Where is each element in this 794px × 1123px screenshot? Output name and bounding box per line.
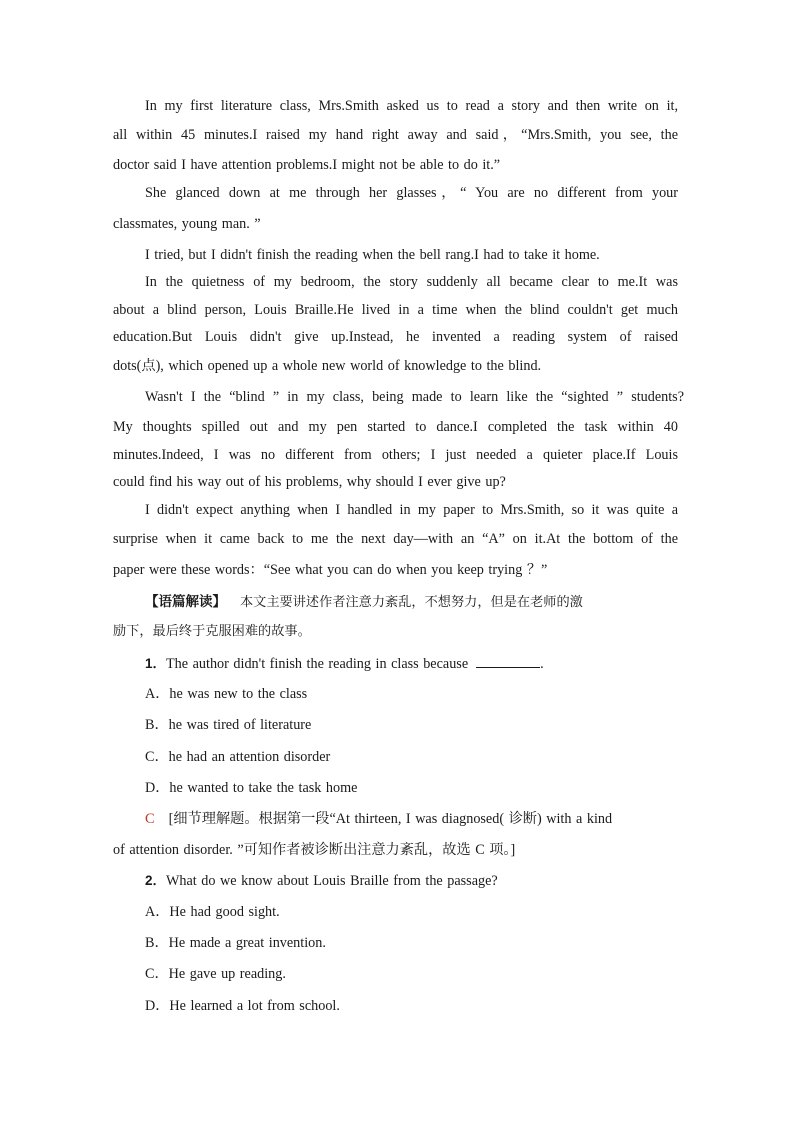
passage-line: doctor said I have attention problems.I might not be able to do it.” — [113, 157, 501, 173]
question-number: 1． — [145, 656, 167, 671]
question-text: What do we know about Louis Braille from the passage? — [166, 873, 498, 889]
passage-line: In my first literature class, Mrs.Smith asked us to read a story and then write on it, — [145, 98, 678, 114]
passage-line: In the quietness of my bedroom, the story suddenly all became clear to me.It was — [145, 274, 678, 290]
passage-line: I tried, but I didn't finish the reading when the bell rang.I had to take it home. — [145, 247, 600, 263]
passage-line: paper were these words：“See what you can do when you keep trying ？” — [113, 562, 548, 578]
question-end: . — [540, 656, 544, 672]
passage-line: dots(点), which opened up a whole new world of knowledge to the blind. — [113, 358, 542, 374]
option-d: D．he wanted to take the task home — [145, 780, 358, 796]
analysis-line — [145, 592, 583, 613]
answer-blank — [476, 653, 540, 668]
passage-line: all within 45 minutes.I raised my hand right away and said，“Mrs.Smith, you see, the — [113, 127, 678, 143]
passage-line: My thoughts spilled out and my pen started to dance.I completed the task within 40 — [113, 419, 678, 435]
option-b: B．He made a great invention. — [145, 935, 326, 951]
analysis-text: 励下，最后终于克服困难的故事。 — [113, 624, 311, 639]
passage-line: about a blind person, Louis Braille.He lived in a time when the blind couldn't get much — [113, 302, 678, 318]
answer-letter: C — [145, 811, 155, 827]
question-2-stem — [145, 871, 498, 891]
question-1-stem — [145, 653, 544, 674]
analysis-label: 【语篇解读】 — [145, 594, 226, 610]
passage-line: classmates, young man. ” — [113, 216, 261, 232]
option-b: B．he was tired of literature — [145, 717, 312, 733]
option-c: C．He gave up reading. — [145, 966, 286, 982]
option-d: D．He learned a lot from school. — [145, 998, 340, 1014]
explanation-text: of attention disorder. ”可知作者被诊断出注意力紊乱，故选 C 项。] — [113, 842, 516, 858]
answer-explanation — [145, 809, 612, 829]
passage-line: She glanced down at me through her glasses，“ You are no different from your — [145, 185, 678, 201]
option-a: A．He had good sight. — [145, 904, 280, 920]
explanation-text: [细节理解题。根据第一段“At thirteen, I was diagnosed( 诊断) with a kind — [168, 811, 613, 827]
passage-line: I didn't expect anything when I handled in my paper to Mrs.Smith, so it was quite a — [145, 502, 678, 518]
question-number: 2． — [145, 873, 167, 888]
passage-line: minutes.Indeed, I was no different from others; I just needed a quieter place.If Louis — [113, 447, 678, 463]
option-a: A．he was new to the class — [145, 686, 308, 702]
passage-line: Wasn't I the “blind ” in my class, being made to learn like the “sighted ” students? — [145, 389, 684, 405]
passage-line: could find his way out of his problems, why should I ever give up? — [113, 474, 506, 490]
option-c: C．he had an attention disorder — [145, 749, 331, 765]
passage-line: education.But Louis didn't give up.Instead, he invented a reading system of raised — [113, 329, 678, 345]
passage-line: surprise when it came back to me the next day—with an “A” on it.At the bottom of the — [113, 531, 678, 547]
analysis-text: 本文主要讲述作者注意力紊乱，不想努力，但是在老师的激 — [240, 595, 583, 610]
question-text: The author didn't finish the reading in class because — [166, 656, 469, 672]
